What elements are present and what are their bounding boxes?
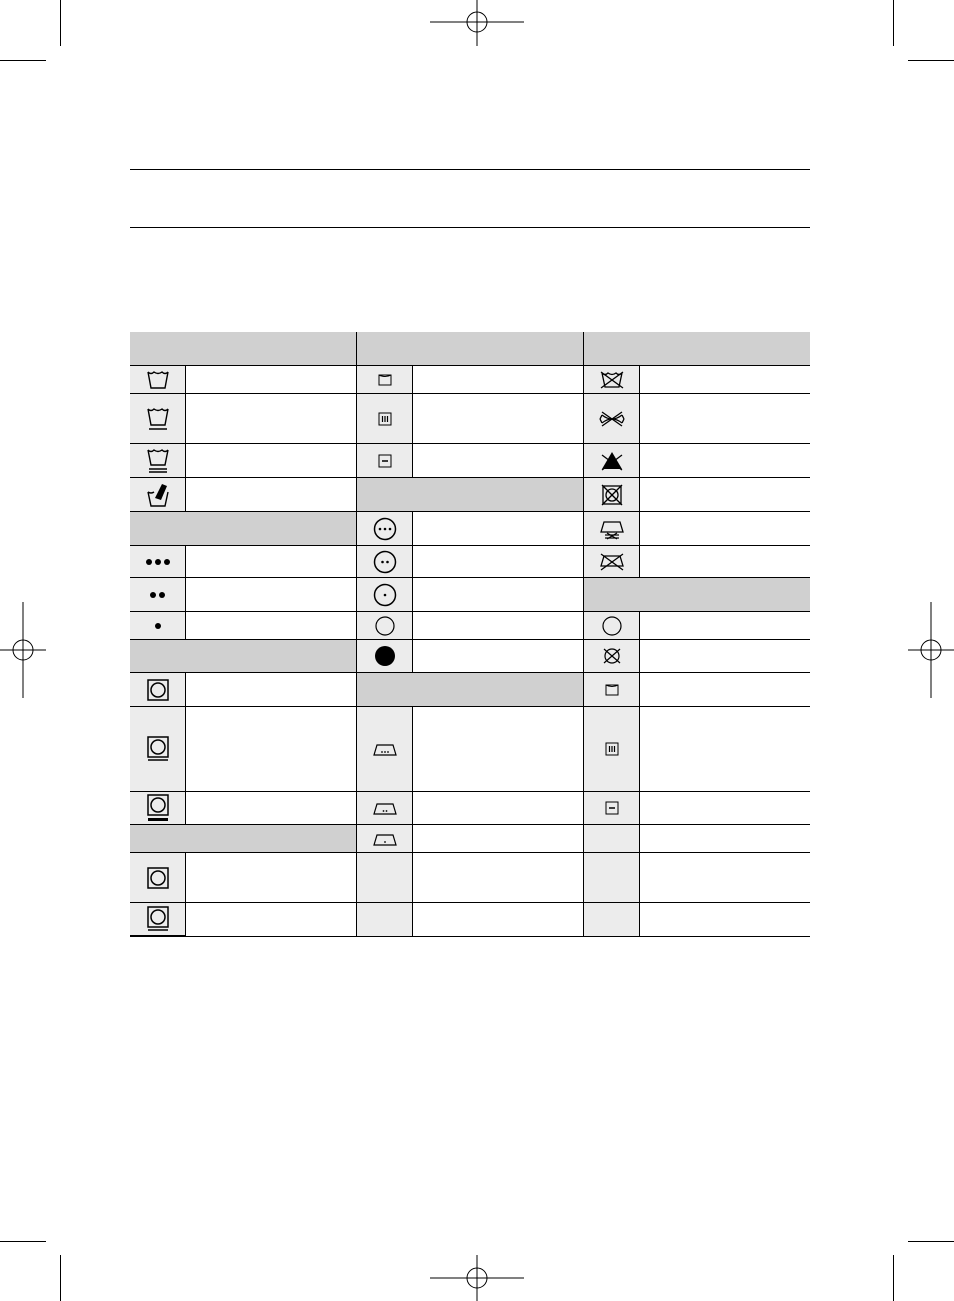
tumble-description [413, 640, 584, 673]
tumble-circle-two-dots-icon [373, 550, 397, 574]
title-rule-bottom [130, 227, 810, 228]
dryclean-symbol-cell [357, 366, 413, 394]
drying-symbol-cell [584, 792, 640, 825]
prohibition-symbol-cell [584, 366, 640, 394]
prohibition-symbol-cell [584, 546, 640, 578]
temperature-symbol-cell [130, 546, 186, 578]
prohibition-symbol-cell [584, 512, 640, 546]
iron-symbol-cell [357, 825, 413, 853]
wash-description [186, 366, 357, 394]
tumble-description [413, 512, 584, 546]
prohibition-description [640, 478, 810, 512]
registration-mark-icon [430, 0, 524, 46]
tumble-description [186, 792, 357, 825]
registration-mark-icon [430, 1255, 524, 1301]
dry-flat-icon [605, 801, 619, 815]
prohibition-description [640, 546, 810, 578]
do-not-steam-icon [599, 553, 625, 571]
section-header [357, 478, 584, 512]
section-header [130, 825, 357, 853]
crop-mark [908, 1241, 954, 1242]
prohibition-symbol-cell [584, 394, 640, 444]
empty-symbol-cell [357, 903, 413, 936]
crop-mark [893, 1255, 894, 1301]
tumble-symbol-cell [357, 640, 413, 673]
wash-symbol-cell [130, 444, 186, 478]
tumble-description [186, 853, 357, 903]
do-not-iron-icon [599, 519, 625, 539]
line-dry-icon [378, 374, 392, 386]
prohibition-description [640, 444, 810, 478]
do-not-bleach-icon [600, 451, 624, 471]
iron-description [413, 792, 584, 825]
crop-mark [0, 60, 46, 61]
registration-mark-icon [0, 602, 46, 698]
dry-clean-icon [602, 616, 622, 636]
tumble-dry-icon [147, 867, 169, 889]
wash-description [186, 444, 357, 478]
iron-description [413, 707, 584, 792]
dryclean-description [413, 394, 584, 444]
section-header [584, 578, 810, 612]
table-header [357, 332, 584, 366]
prohibition-description [640, 394, 810, 444]
wash-tub-gentle-icon [146, 407, 170, 431]
do-not-wring-icon [599, 411, 625, 427]
tumble-symbol-cell [130, 903, 186, 936]
empty-description [640, 903, 810, 936]
section-header [130, 640, 357, 673]
empty-symbol-cell [357, 853, 413, 903]
tumble-circle-one-dot-icon [373, 583, 397, 607]
wash-symbol-cell [130, 394, 186, 444]
wash-tub-very-gentle-icon [146, 448, 170, 474]
dryclean-symbol-cell [584, 612, 640, 640]
dryclean-description [640, 640, 810, 673]
crop-mark [908, 60, 954, 61]
iron-high-icon [373, 742, 397, 756]
dryclean-symbol-cell [357, 444, 413, 478]
drying-symbol-cell [584, 707, 640, 792]
drip-dry-icon [605, 742, 619, 756]
empty-description [640, 853, 810, 903]
temperature-description [186, 612, 357, 640]
tumble-symbol-cell [357, 578, 413, 612]
dryclean-description [413, 444, 584, 478]
wash-symbol-cell [130, 366, 186, 394]
wash-symbol-cell [130, 478, 186, 512]
wash-description [186, 478, 357, 512]
crop-mark [60, 1255, 61, 1301]
temperature-description [186, 578, 357, 612]
empty-symbol-cell [584, 853, 640, 903]
title-rule-top [130, 169, 810, 170]
empty-symbol-cell [584, 903, 640, 936]
do-not-dry-clean-icon [601, 647, 623, 665]
tumble-symbol-cell [130, 853, 186, 903]
tumble-description [413, 578, 584, 612]
table-header [130, 332, 357, 366]
prohibition-symbol-cell [584, 478, 640, 512]
drying-description [640, 707, 810, 792]
temperature-symbol-cell [130, 612, 186, 640]
tumble-description [413, 546, 584, 578]
tumble-description [186, 707, 357, 792]
one-dot-icon [154, 622, 162, 630]
dryclean-description [640, 612, 810, 640]
tumble-description [186, 673, 357, 707]
iron-medium-icon [373, 801, 397, 815]
crop-mark [60, 0, 61, 46]
do-not-wash-icon [600, 371, 624, 389]
tumble-description [413, 612, 584, 640]
tumble-dry-very-gentle-icon [147, 794, 169, 822]
tumble-symbol-cell [130, 707, 186, 792]
section-header [357, 673, 584, 707]
prohibition-symbol-cell [584, 444, 640, 478]
iron-symbol-cell [357, 792, 413, 825]
crop-mark [893, 0, 894, 46]
registration-mark-icon [908, 602, 954, 698]
section-header [130, 512, 357, 546]
iron-low-icon [373, 832, 397, 846]
temperature-symbol-cell [130, 578, 186, 612]
iron-description [413, 825, 584, 853]
tumble-circle-icon [375, 616, 395, 636]
drying-symbol-cell [584, 673, 640, 707]
dryclean-symbol-cell [357, 394, 413, 444]
tumble-description [186, 903, 357, 936]
empty-symbol-cell [584, 825, 640, 853]
drying-description [640, 673, 810, 707]
drying-description [640, 792, 810, 825]
do-not-tumble-dry-icon [601, 484, 623, 506]
temperature-description [186, 546, 357, 578]
line-dry-icon [605, 684, 619, 696]
tumble-dry-gentle-icon [147, 736, 169, 762]
three-dots-icon [145, 558, 171, 566]
wash-description [186, 394, 357, 444]
dry-flat-icon [378, 454, 392, 468]
tumble-circle-three-dots-icon [373, 517, 397, 541]
table-header [584, 332, 810, 366]
prohibition-description [640, 366, 810, 394]
tumble-dry-gentle-icon [147, 906, 169, 932]
empty-description [413, 903, 584, 936]
dryclean-symbol-cell [584, 640, 640, 673]
tumble-symbol-cell [357, 612, 413, 640]
tumble-filled-circle-icon [374, 645, 396, 667]
tumble-symbol-cell [130, 673, 186, 707]
tumble-symbol-cell [357, 546, 413, 578]
empty-description [413, 853, 584, 903]
drip-dry-icon [378, 412, 392, 426]
empty-description [640, 825, 810, 853]
crop-mark [0, 1241, 46, 1242]
tumble-dry-icon [147, 679, 169, 701]
iron-symbol-cell [357, 707, 413, 792]
wash-tub-icon [146, 370, 170, 390]
prohibition-description [640, 512, 810, 546]
dryclean-description [413, 366, 584, 394]
tumble-symbol-cell [357, 512, 413, 546]
tumble-symbol-cell [130, 792, 186, 825]
hand-wash-icon [146, 482, 170, 508]
two-dots-icon [149, 591, 167, 599]
care-symbols-table [130, 332, 810, 937]
